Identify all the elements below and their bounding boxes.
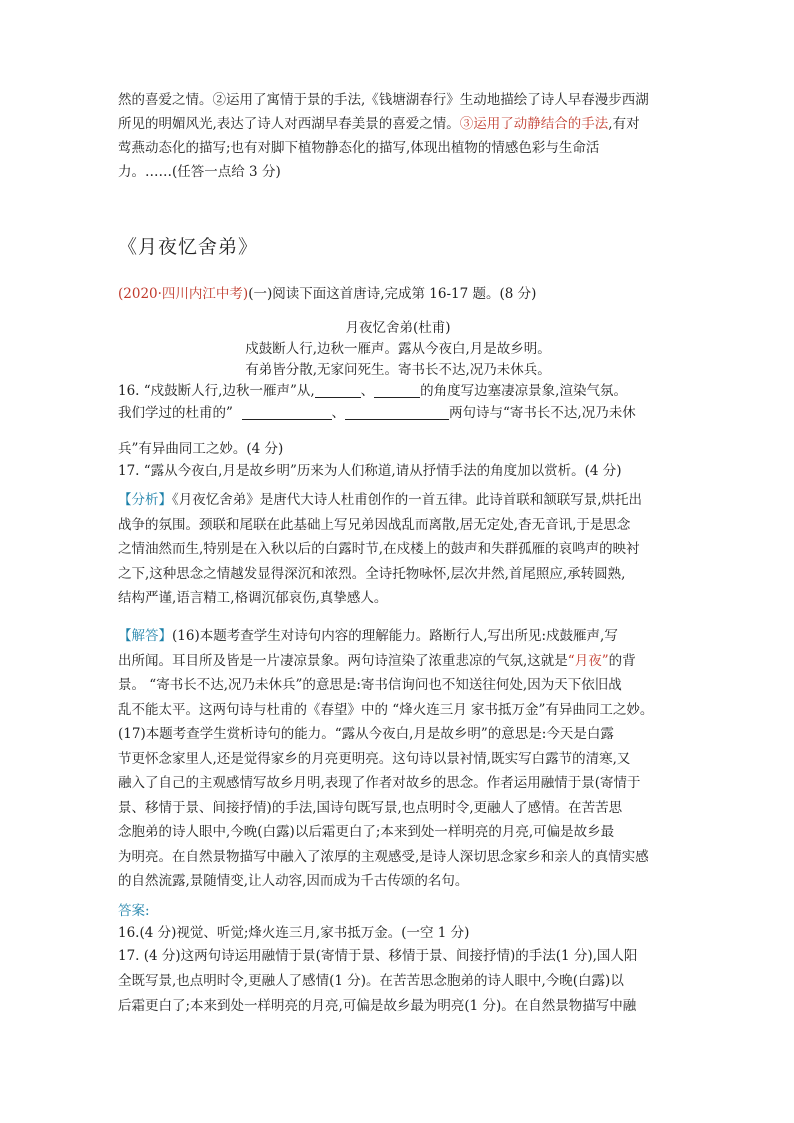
text-line: 所见的明媚风光,表达了诗人对西湖早春美景的喜爱之情。③运用了动静结合的手法,有对 [118,116,640,132]
question-16-line: 兵”有异曲同工之妙。(4 分) [118,441,284,457]
question-source: (2020·四川内江中考)(一)阅读下面这首唐诗,完成第 16-17 题。(8 分) [118,286,537,302]
text-line: 之下,这种思念之情越发显得深沉和浓烈。全诗托物咏怀,层次井然,首尾照应,承转圆熟, [118,565,626,582]
answer-blank [345,403,449,420]
analysis-block [118,488,678,611]
text-line: 之情油然而生,特别是在入秋以后的白露时节,在戍楼上的鼓声和失群孤雁的哀鸣声的映衬 [118,541,640,557]
question-16-line: 16. “戍鼓断人行,边秋一雁声”从, 、 的角度写边塞凄凉景象,渲染气氛。 [118,383,627,399]
answer-blank [374,381,420,398]
text-line: 融入了自己的主观感情写故乡月明,表现了作者对故乡的思念。作者运用融情于景(寄情于 [118,775,641,791]
explanation-block [118,624,678,894]
answer-blank [242,403,332,420]
poem-line: 戍鼓断人行,边秋一雁声。露从今夜白,月是故乡明。 [245,341,551,357]
poem-block [118,318,678,381]
text-line: 节更怀念家里人,还是觉得家乡的月亮更明亮。这句诗以景衬情,既实写白露节的清寒,又 [118,750,631,767]
text-line: 乱不能太平。这两句诗与杜甫的《春望》中的 “烽火连三月 家书抵万金”有异曲同工之妙。 [118,701,654,718]
text-line: 为明亮。在自然景物描写中融入了浓厚的主观感受,是诗人深切思念家乡和亲人的真情实感 [118,848,649,865]
question-16-line: 我们学过的杜甫的” 、 两句诗与“寄书长不达,况乃未休 [118,405,636,421]
text-line: 结构严谨,语言精工,格调沉郁哀伤,真挚感人。 [118,590,388,606]
answer-17 [118,944,678,1019]
questions-block [118,380,678,482]
text-line: 全既写景,也点明时令,更融人了感情(1 分)。在苦苦思念胞弟的诗人眼中,今晚(白露)以 [118,973,624,989]
text-line: 【解答】(16)本题考查学生对诗句内容的理解能力。路断行人,写出所见:戍鼓雁声,写 [118,628,618,644]
analysis-label: 【分析】 [118,492,172,508]
answer-blank [315,381,361,398]
text-line: 然的喜爱之情。②运用了寓情于景的手法,《钱塘湖春行》生动地描绘了诗人早春漫步西湖 [118,92,649,108]
text-line: 出所闻。耳目所及皆是一片凄凉景象。两句诗渲染了浓重悲凉的气氛,这就是“月夜”的背 [118,652,636,669]
poem-line: 有弟皆分散,无家问死生。寄书长不达,况乃未休兵。 [245,362,551,378]
text-line: 景、移情于景、间接抒情)的手法,国诗句既写景,也点明时令,更融人了感情。在苦苦思 [118,799,623,816]
previous-answer-block [118,88,678,184]
text-line: 莺燕动态化的描写;也有对脚下植物静态化的描写,体现出植物的情感色彩与生命活 [118,140,600,156]
text-line: 17. (4 分)这两句诗运用融情于景(寄情于景、移情于景、间接抒情)的手法(1 分),国人阳 [118,948,638,964]
highlighted-text: “月夜” [567,652,609,669]
highlighted-text: ③运用了动静结合的手法 [459,116,609,132]
text-line: 力。……(任答一点给 3 分) [118,164,281,180]
answers-label: 答案: [118,903,150,919]
answers-block [118,900,678,1019]
explanation-label: 【解答】 [118,628,172,644]
text-line: 的自然流露,景随情变,让人动容,因而成为千古传颂的名句。 [118,873,469,889]
question-17-line: 17. “露从今夜白,月是故乡明”历来为人们称道,请从抒情手法的角度加以赏析。(4 分) [118,463,622,479]
section-title: 《月夜忆舍弟》 [118,236,259,258]
text-line: (17)本题考查学生赏析诗句的能力。“露从今夜白,月是故乡明”的意思是:今天是白露 [118,726,614,742]
text-line: 念胞弟的诗人眼中,今晚(白露)以后霜更白了;本来到处一样明亮的月亮,可偏是故乡最 [118,824,615,840]
text-line: 后霜更白了;本来到处一样明亮的月亮,可偏是故乡最为明亮(1 分)。在自然景物描写中融 [118,998,637,1014]
poem-heading: 月夜忆舍弟(杜甫) [345,320,451,336]
text-line: 【分析】《月夜忆舍弟》是唐代大诗人杜甫创作的一首五律。此诗首联和颔联写景,烘托出 [118,492,643,508]
text-line: 景。 “寄书长不达,况乃未休兵”的意思是:寄书信询问也不知送往何处,因为天下依旧战 [118,677,622,693]
answer-16: 16.(4 分)视觉、听觉;烽火连三月,家书抵万金。(一空 1 分) [118,925,470,941]
source-tag: (2020·四川内江中考) [118,286,249,302]
text-line: 战争的氛围。颈联和尾联在此基础上写兄弟因战乱而离散,居无定处,杳无音讯,于是思念 [118,516,631,533]
